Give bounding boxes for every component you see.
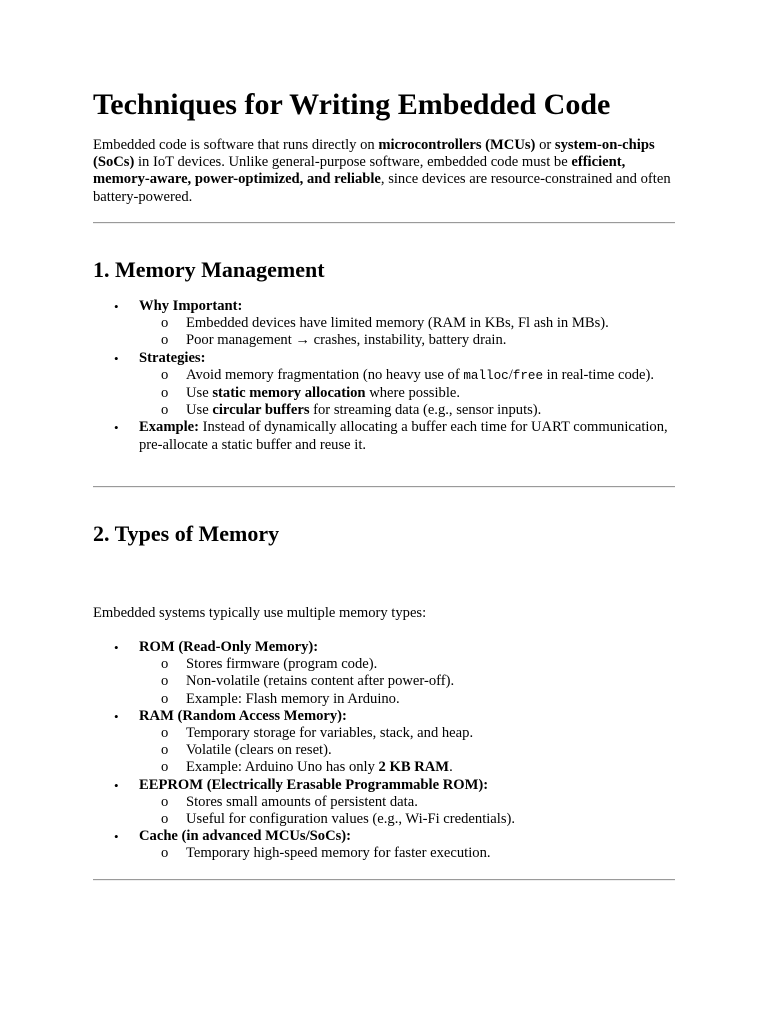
- sub-list-item: [93, 811, 673, 828]
- sub-bullet-marker: o: [161, 673, 169, 690]
- sub-list-item: [93, 385, 673, 402]
- sub-item-bold: circular buffers: [212, 402, 310, 419]
- sub-item-bold: static memory allocation: [212, 385, 366, 402]
- sub-item-text: where possible.: [365, 385, 460, 402]
- bullet-marker: •: [114, 420, 119, 436]
- list-item-why-important: [93, 298, 673, 315]
- sub-bullet-marker: o: [161, 402, 169, 419]
- memory-management-list: [93, 298, 673, 454]
- bullet-marker: •: [114, 829, 119, 845]
- sub-item-text: Example: Flash memory in Arduino.: [186, 690, 400, 707]
- sub-bullet-marker: o: [161, 656, 169, 673]
- sub-list-item: [93, 759, 673, 776]
- code-malloc: malloc: [463, 368, 509, 383]
- horizontal-divider: [93, 222, 675, 224]
- horizontal-divider: [93, 486, 675, 488]
- list-item-label: Why Important:: [139, 298, 243, 314]
- sub-item-text: in real-time code).: [543, 366, 655, 383]
- list-item-label: EEPROM (Electrically Erasable Programmable ROM):: [139, 776, 489, 793]
- bullet-marker: •: [114, 708, 119, 724]
- sub-list-item: [93, 367, 673, 385]
- memory-types-intro: Embedded systems typically use multiple memory types:: [93, 605, 427, 621]
- list-item-label: Example:: [139, 419, 199, 436]
- sub-list-item: [93, 691, 673, 708]
- sub-item-text: Embedded devices have limited memory (RAM in KBs, Fl ash in MBs).: [186, 315, 609, 332]
- sub-bullet-marker: o: [161, 385, 169, 402]
- sub-bullet-marker: o: [161, 725, 169, 742]
- list-item-label: Cache (in advanced MCUs/SoCs):: [139, 828, 352, 845]
- sub-bullet-marker: o: [161, 845, 169, 862]
- sub-item-text: Use: [186, 402, 213, 419]
- list-item-ram: [93, 708, 673, 725]
- section-heading-types-of-memory: 2. Types of Memory: [93, 521, 280, 546]
- bullet-marker: •: [114, 777, 119, 793]
- sub-list-item: [93, 332, 673, 349]
- list-item-example: [93, 419, 673, 453]
- sub-item-text: for streaming data (e.g., sensor inputs).: [309, 402, 542, 419]
- sub-bullet-marker: o: [161, 793, 169, 810]
- sub-bullet-marker: o: [161, 332, 169, 349]
- sub-item-text: Non-volatile (retains content after power-off).: [186, 673, 455, 690]
- intro-bold-qualities: efficient, memory-aware, power-optimized, and reliable: [93, 154, 626, 188]
- section-heading-memory-management: 1. Memory Management: [93, 257, 325, 282]
- sub-item-text: Stores small amounts of persistent data.: [186, 793, 418, 810]
- bullet-marker: •: [114, 350, 119, 366]
- list-item-cache: [93, 828, 673, 845]
- sub-list-item: [93, 673, 673, 690]
- intro-bold-socs: system-on-chips (SoCs): [93, 137, 655, 171]
- sub-bullet-marker: o: [161, 742, 169, 759]
- intro-text: Embedded code is software that runs directly on: [93, 137, 379, 153]
- sub-list-item: [93, 656, 673, 673]
- sub-bullet-marker: o: [161, 366, 169, 383]
- bullet-marker: •: [114, 640, 119, 655]
- sub-item-text: Poor management → crashes, instability, battery drain.: [186, 332, 507, 349]
- sub-bullet-marker: o: [161, 759, 169, 776]
- sub-item-text: Example: Arduino Uno has only: [186, 759, 379, 776]
- list-item-strategies: [93, 350, 673, 367]
- sub-list-item: [93, 794, 673, 811]
- sub-item-text: Use: [186, 385, 213, 402]
- sub-list-item: [93, 845, 673, 862]
- sub-bullet-marker: o: [161, 690, 169, 707]
- sub-list-item: [93, 315, 673, 332]
- sub-item-text: Volatile (clears on reset).: [186, 742, 332, 759]
- intro-text: or: [535, 137, 555, 153]
- sub-item-text: Useful for configuration values (e.g., Wi-Fi credentials).: [186, 811, 516, 828]
- sub-item-bold: 2 KB RAM: [378, 759, 450, 776]
- intro-paragraph: [93, 137, 675, 206]
- intro-text: , since devices are resource-constrained and often battery-powered.: [93, 171, 671, 205]
- page-title: Techniques for Writing Embedded Code: [93, 88, 611, 121]
- list-item-rom: [93, 639, 673, 656]
- sub-bullet-marker: o: [161, 811, 169, 828]
- sub-item-text: Stores firmware (program code).: [186, 656, 378, 673]
- list-item-label: ROM (Read-Only Memory):: [139, 639, 319, 655]
- memory-types-list: [93, 639, 673, 863]
- list-item-label: RAM (Random Access Memory):: [139, 707, 347, 724]
- bullet-marker: •: [114, 299, 119, 314]
- list-item-label: Strategies:: [139, 349, 206, 366]
- sub-item-text: Temporary storage for variables, stack, and heap.: [186, 725, 474, 742]
- code-free: free: [512, 368, 543, 383]
- horizontal-divider: [93, 879, 675, 881]
- sub-bullet-marker: o: [161, 315, 169, 332]
- list-item-text: Instead of dynamically allocating a buffer each time for UART communication, pre-allocate a static buffer and reuse it.: [139, 419, 668, 453]
- sub-item-text: Avoid memory fragmentation (no heavy use of: [186, 366, 464, 383]
- sub-item-text: .: [449, 759, 453, 776]
- intro-text: in IoT devices. Unlike general-purpose software, embedded code must be: [134, 154, 572, 171]
- list-item-eeprom: [93, 777, 673, 794]
- sub-list-item: [93, 402, 673, 419]
- sub-item-text: /: [508, 366, 513, 383]
- intro-bold-mcus: microcontrollers (MCUs): [378, 137, 536, 153]
- sub-item-text: Temporary high-speed memory for faster execution.: [186, 845, 491, 862]
- sub-list-item: [93, 742, 673, 759]
- sub-list-item: [93, 725, 673, 742]
